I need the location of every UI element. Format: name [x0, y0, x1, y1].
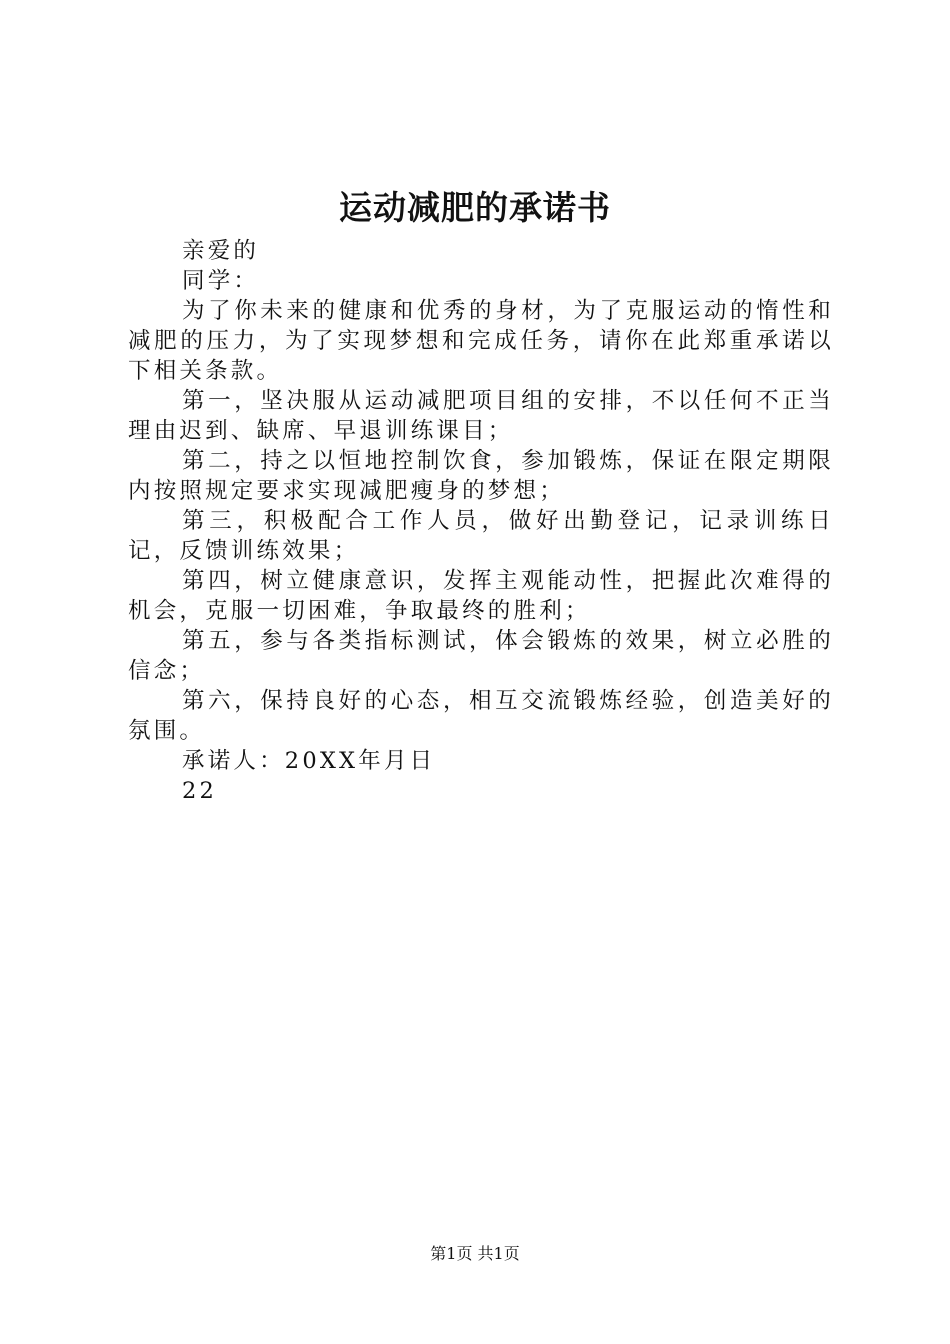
document-title: 运动减肥的承诺书: [339, 188, 611, 227]
clause-4: 第四，树立健康意识，发挥主观能动性，把握此次难得的机会，克服一切困难，争取最终的胜利；: [128, 568, 834, 624]
clause-3: 第三，积极配合工作人员，做好出勤登记，记录训练日记，反馈训练效果；: [128, 508, 834, 564]
salutation-line-2: 同学：: [182, 268, 260, 294]
clause-5: 第五，参与各类指标测试，体会锻炼的效果，树立必胜的信念；: [128, 628, 834, 684]
trailing-number: 22: [182, 778, 218, 804]
signature-line: 承诺人：20XX年月日: [182, 748, 436, 774]
page-footer: 第1页 共1页: [430, 1244, 520, 1263]
clause-1: 第一，坚决服从运动减肥项目组的安排，不以任何不正当理由迟到、缺席、早退训练课目；: [128, 388, 834, 444]
clause-6: 第六，保持良好的心态，相互交流锻炼经验，创造美好的氛围。: [128, 688, 834, 744]
document-body: [128, 236, 834, 806]
intro-paragraph: 为了你未来的健康和优秀的身材，为了克服运动的惰性和减肥的压力，为了实现梦想和完成任务，请你在此郑重承诺以下相关条款。: [128, 298, 834, 384]
clause-2: 第二，持之以恒地控制饮食，参加锻炼，保证在限定期限内按照规定要求实现减肥瘦身的梦想；: [128, 448, 834, 504]
salutation-line-1: 亲爱的: [182, 238, 260, 264]
